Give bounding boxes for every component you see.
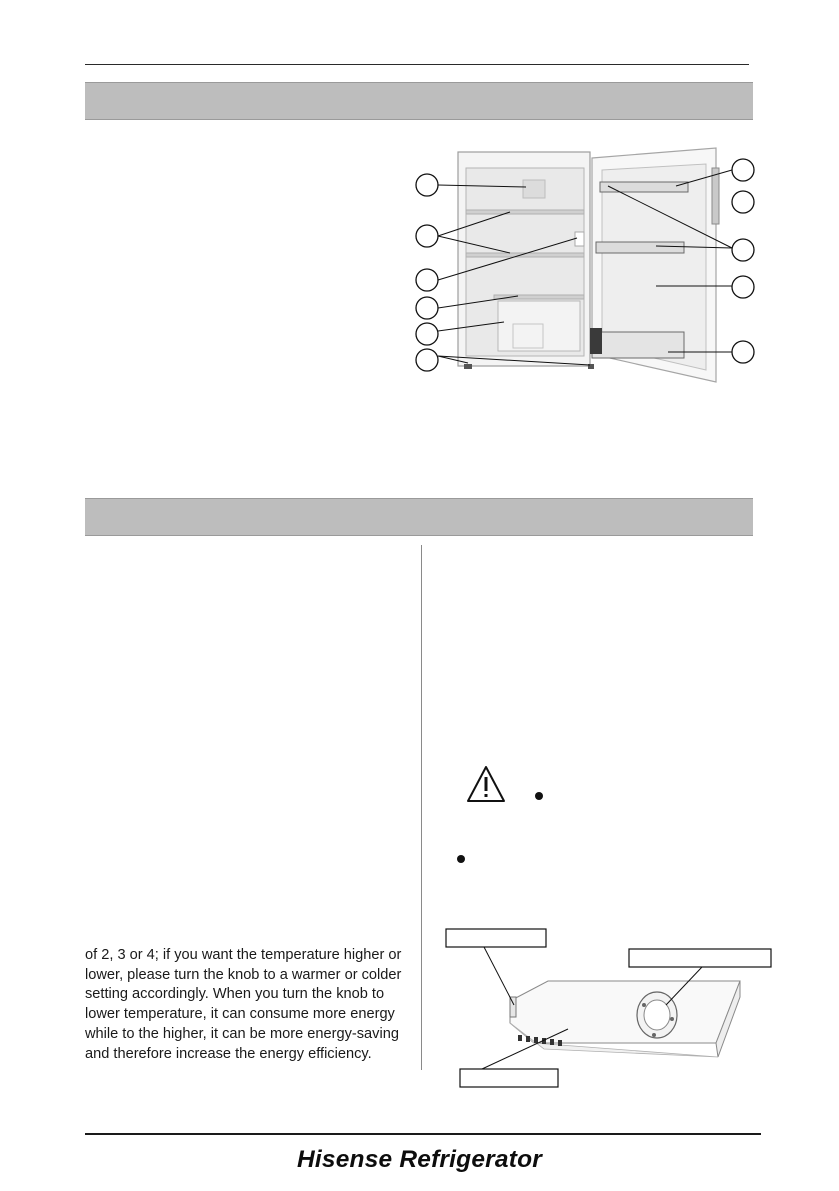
callout-circle <box>732 239 754 261</box>
light-cover <box>523 180 545 198</box>
callout-circle <box>732 341 754 363</box>
foot-left <box>464 364 472 369</box>
callout-circle <box>416 323 438 345</box>
crisper-cover <box>494 295 584 299</box>
label-box-light <box>446 929 546 947</box>
control-box-illustration <box>440 925 780 1095</box>
brand-footer: Hisense Refrigerator <box>296 1146 542 1173</box>
thermostat-box <box>575 232 584 246</box>
section-header-band-1 <box>85 82 753 120</box>
callout-circle <box>416 225 438 247</box>
footer-rule <box>85 1133 761 1135</box>
label-box-knob <box>629 949 771 967</box>
bottle-holder <box>590 328 602 354</box>
door-bin-top <box>600 182 688 192</box>
warning-triangle-icon <box>466 764 506 804</box>
column-divider <box>421 545 422 1070</box>
fridge-illustration <box>410 146 770 392</box>
callout-circle <box>416 349 438 371</box>
callout-circle <box>732 276 754 298</box>
callout-circle <box>416 174 438 196</box>
bullet-dot-icon <box>535 792 543 800</box>
callout-circle <box>732 191 754 213</box>
header-rule <box>85 64 749 65</box>
callout-circle <box>416 269 438 291</box>
door-bin-middle <box>596 242 684 253</box>
control-housing <box>510 981 740 1043</box>
temperature-setting-paragraph: of 2, 3 or 4; if you want the temperature higher or lower, please turn the knob to a warmer or colder setting accordingly. When you turn the knob to lower temperature, it can consume more energy while to the higher, it can be more energy-saving and therefore increase the energy efficiency. <box>85 947 402 1062</box>
bullet-dot-icon <box>457 855 465 863</box>
door-bin-bottom <box>592 332 684 358</box>
crisper-drawer <box>498 301 580 351</box>
callout-circle <box>416 297 438 319</box>
door-handle <box>712 168 719 224</box>
callout-circle <box>732 159 754 181</box>
label-box-housing <box>460 1069 558 1087</box>
section-header-band-2 <box>85 498 753 536</box>
shelf-1 <box>466 210 584 214</box>
